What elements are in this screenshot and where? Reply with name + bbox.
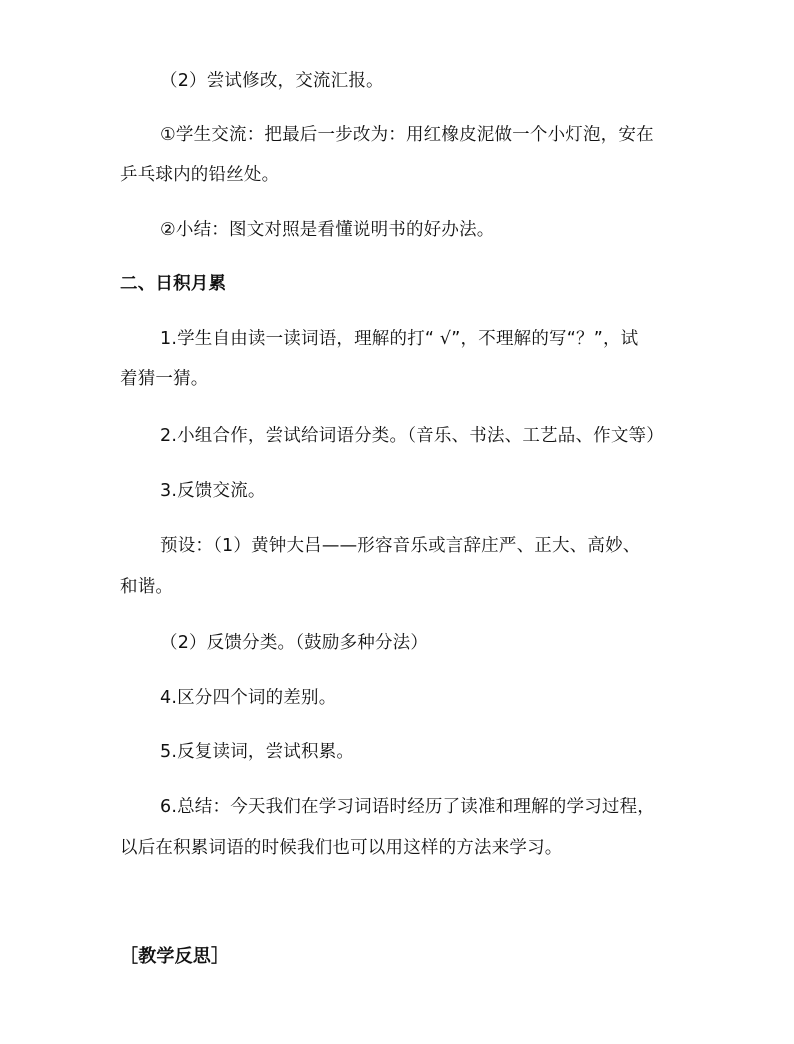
- paragraph-student-exchange-line2: 乒乓球内的铅丝处。: [120, 165, 280, 185]
- paragraph-student-exchange-line1: ①学生交流：把最后一步改为：用红橡皮泥做一个小灯泡，安在: [160, 125, 654, 145]
- preset-2: （2）反馈分类。（鼓励多种分法）: [160, 633, 429, 653]
- paragraph-summary: ②小结：图文对照是看懂说明书的好办法。: [160, 220, 495, 240]
- paragraph-try-modify: （2）尝试修改，交流汇报。: [160, 71, 384, 91]
- reflection-title: ［教学反思］: [120, 946, 230, 967]
- section-title-accumulation: 二、日积月累: [120, 274, 227, 294]
- list-item-5: 5.反复读词，尝试积累。: [160, 742, 355, 762]
- preset-line1: 预设：（1）黄钟大吕——形容音乐或言辞庄严、正大、高妙、: [160, 536, 641, 556]
- list-item-6-line1: 6.总结：今天我们在学习词语时经历了读准和理解的学习过程，: [160, 797, 655, 817]
- preset-line2: 和谐。: [120, 577, 174, 597]
- list-item-2: 2.小组合作，尝试给词语分类。（音乐、书法、工艺品、作文等）: [160, 426, 664, 446]
- list-item-1-line1: 1.学生自由读一读词语，理解的打“ √”，不理解的写“？”，试: [160, 329, 639, 349]
- list-item-3: 3.反馈交流。: [160, 481, 266, 501]
- list-item-4: 4.区分四个词的差别。: [160, 688, 337, 708]
- list-item-6-line2: 以后在积累词语的时候我们也可以用这样的方法来学习。: [120, 838, 563, 858]
- list-item-1-line2: 着猜一猜。: [120, 369, 209, 389]
